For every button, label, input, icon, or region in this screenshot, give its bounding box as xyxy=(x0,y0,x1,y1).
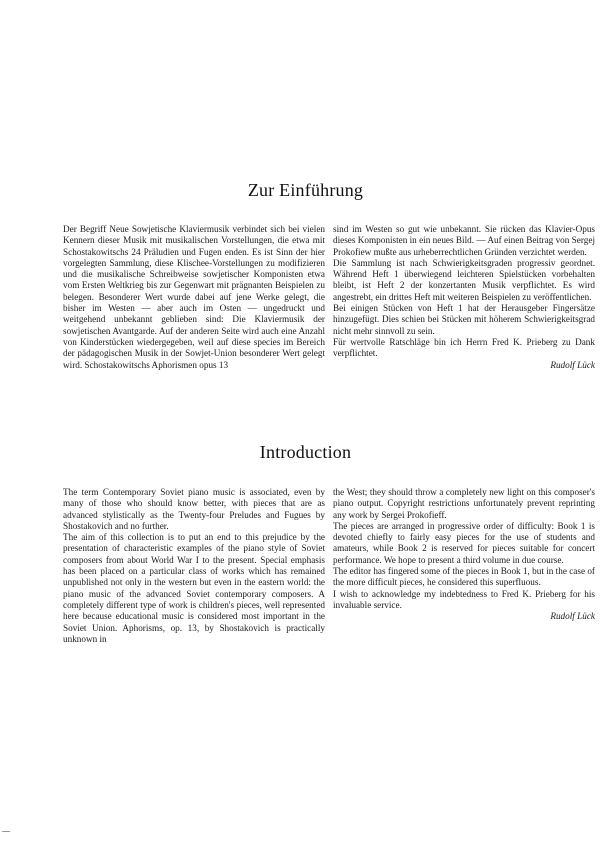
german-right-paragraph-2: Die Sammlung ist nach Schwierigkeitsgraden progressiv geordnet. Während Heft 1 überwiegend leichteren Spielstücken vorbehalten bleibt, ist Heft 2 der konzertanten Musik verpflichtet. Es wird angestrebt, ein drittes Heft mit weiteren Beispielen zu veröffentlichen. xyxy=(333,257,595,302)
margin-mark xyxy=(2,831,10,832)
english-right-paragraph-4: I wish to acknowledge my indebtedness to Fred K. Prieberg for his invaluable service. xyxy=(333,588,595,610)
english-left-paragraph-2: The aim of this collection is to put an end to this prejudice by the presentation of characteristic examples of the piano style of Soviet composers from about World War I to the present. Special emphasis has been placed on a particular class of works which has remained unpublished not only in the western but even in the eastern world: the piano music of the advanced Soviet contemporary composers. A completely different type of work is children's pieces, well represented here because educational music is considered most important in the Soviet Union. Aphorisms, op. 13, by Shostakovich is practically unknown in xyxy=(63,532,325,644)
english-column-right xyxy=(333,487,595,623)
english-right-paragraph-2: The pieces are arranged in progressive order of difficulty: Book 1 is devoted chiefly to fairly easy pieces for the use of students and amateurs, while Book 2 is reserved for pieces suitable for concert performance. We hope to present a third volume in due course. xyxy=(333,520,595,565)
german-signature: Rudolf Lück xyxy=(550,359,595,370)
german-right-paragraph-1: sind im Westen so gut wie unbekannt. Sie rücken das Klavier-Opus dieses Komponisten in ein neues Bild. — Auf einen Beitrag von Sergej Prokofiew mußte aus urheberrechtlichen Gründen verzichtet werden. xyxy=(333,224,595,257)
english-column-left xyxy=(63,487,325,645)
german-right-paragraph-3: Bei einigen Stücken von Heft 1 hat der Herausgeber Fingersätze hinzugefügt. Dies schien bei Stücken mit höherem Schwierigkeitsgrad nicht mehr sinnvoll zu sein. xyxy=(333,303,595,336)
german-right-paragraph-4: Für wertvolle Ratschläge bin ich Herrn Fred K. Prieberg zu Dank verpflichtet. xyxy=(333,336,595,359)
german-column-left xyxy=(63,224,325,371)
german-heading: Zur Einführung xyxy=(247,180,364,200)
german-column-right xyxy=(333,224,595,371)
english-left-paragraph-1: The term Contemporary Soviet piano music is associated, even by many of those who should know better, with pieces that are as advanced stylistically as the Twenty-four Preludes and Fugues by Shostakovich and no further. xyxy=(63,487,325,531)
english-heading: Introduction xyxy=(259,442,352,462)
english-signature: Rudolf Lück xyxy=(550,611,595,622)
english-right-paragraph-3: The editor has fingered some of the pieces in Book 1, but in the case of the more difficult pieces, he considered this superfluous. xyxy=(333,566,595,588)
german-left-paragraph-1: Der Begriff Neue Sowjetische Klaviermusik verbindet sich bei vielen Kennern dieser Musik mit musikalischen Vorstellungen, die etwa mit Schostakowitschs 24 Präludien und Fugen enden. Es ist Sinn der hier vorgelegten Sammlung, diese Klischee-Vorstellungen zu modifizieren und die musikalische Schreibweise sowjetischer Komponisten etwa vom Ersten Weltkrieg bis zur Gegenwart mit prägnanten Beispielen zu belegen. Besonderer Wert wurde dabei auf jene Werke gelegt, die bisher im Westen — aber auch im Osten — ungedruckt und weitgehend unbekannt geblieben sind: Die Klaviermusik der sowjetischen Avantgarde. Auf der anderen Seite wird auch eine Anzahl von Kinderstücken wiedergegeben, weil auf diese species im Bereich der pädagogischen Musik in der Sowjet-Union besonderer Wert gelegt wird. Schostakowitschs Aphorismen opus 13 xyxy=(63,224,325,370)
english-right-paragraph-1: the West; they should throw a completely new light on this composer's piano output. Copyright restrictions unfortunately prevent reprinting any work by Sergei Prokofieff. xyxy=(333,487,595,520)
